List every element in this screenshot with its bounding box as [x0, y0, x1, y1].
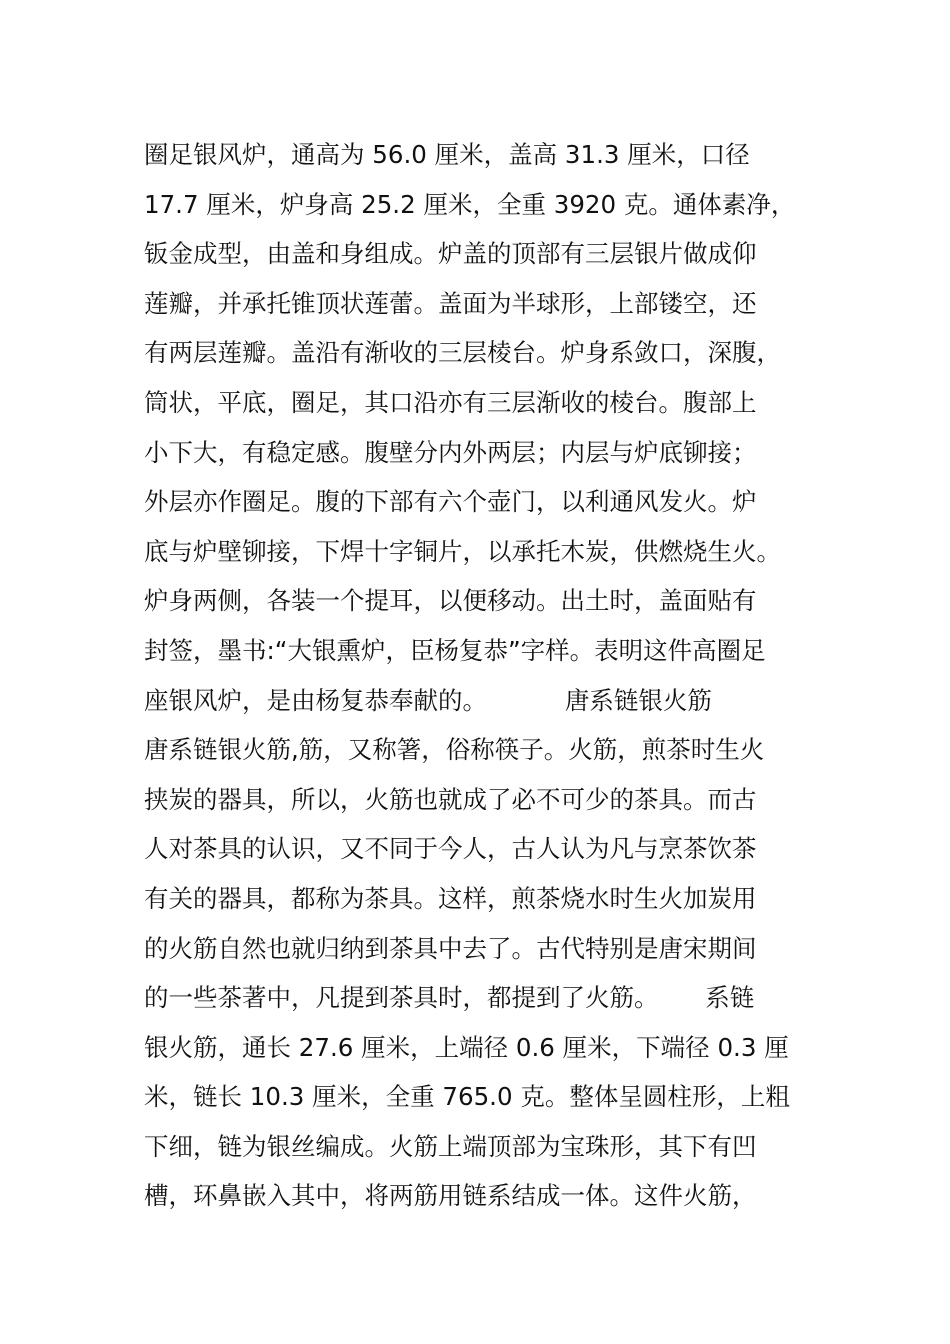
text-line: 人对茶具的认识，又不同于今人，古人认为凡与烹茶饮茶: [144, 834, 757, 864]
text-line: 炉身两侧，各装一个提耳，以便移动。出土时，盖面贴有: [144, 586, 757, 616]
text-line: 有关的器具，都称为茶具。这样，煎茶烧水时生火加炭用: [144, 883, 757, 913]
text-line: 有两层莲瓣。盖沿有渐收的三层棱台。炉身系敛口，深腹，: [144, 338, 781, 368]
text-line: 的火筋自然也就归纳到茶具中去了。古代特别是唐宋期间: [144, 933, 757, 963]
text-line: 挟炭的器具，所以，火筋也就成了必不可少的茶具。而古: [144, 784, 757, 814]
text-line: 17.7 厘米，炉身高 25.2 厘米，全重 3920 克。通体素净，: [144, 189, 796, 219]
text-line: 底与炉壁铆接，下焊十字铜片，以承托木炭，供燃烧生火。: [144, 536, 781, 566]
text-line: 的一些茶著中，凡提到茶具时，都提到了火筋。 系链: [144, 983, 755, 1013]
text-line: 封签，墨书:“大银熏炉，臣杨复恭”字样。表明这件高圈足: [144, 635, 766, 665]
text-line: 米，链长 10.3 厘米，全重 765.0 克。整体呈圆柱形，上粗: [144, 1082, 790, 1112]
body-text: [144, 130, 824, 1221]
text-line: 槽，环鼻嵌入其中，将两筋用链系结成一体。这件火筋，: [144, 1181, 757, 1211]
text-line: 筒状，平底，圈足，其口沿亦有三层渐收的棱台。腹部上: [144, 387, 757, 417]
text-line: 唐系链银火筋,筋，又称箸，俗称筷子。火筋，煎茶时生火: [144, 735, 765, 765]
text-line: 座银风炉，是由杨复恭奉献的。 唐系链银火筋: [144, 685, 712, 715]
text-line: 圈足银风炉，通高为 56.0 厘米，盖高 31.3 厘米，口径: [144, 140, 750, 169]
text-line: 外层亦作圈足。腹的下部有六个壶门，以利通风发火。炉: [144, 487, 757, 517]
text-line: 莲瓣，并承托锥顶状莲蕾。盖面为半球形，上部镂空，还: [144, 288, 757, 318]
text-line: 银火筋，通长 27.6 厘米，上端径 0.6 厘米，下端径 0.3 厘: [144, 1032, 789, 1062]
text-line: 钣金成型，由盖和身组成。炉盖的顶部有三层银片做成仰: [144, 239, 757, 269]
text-line: 小下大，有稳定感。腹壁分内外两层；内层与炉底铆接；: [144, 437, 757, 467]
text-line: 下细，链为银丝编成。火筋上端顶部为宝珠形，其下有凹: [144, 1131, 757, 1161]
